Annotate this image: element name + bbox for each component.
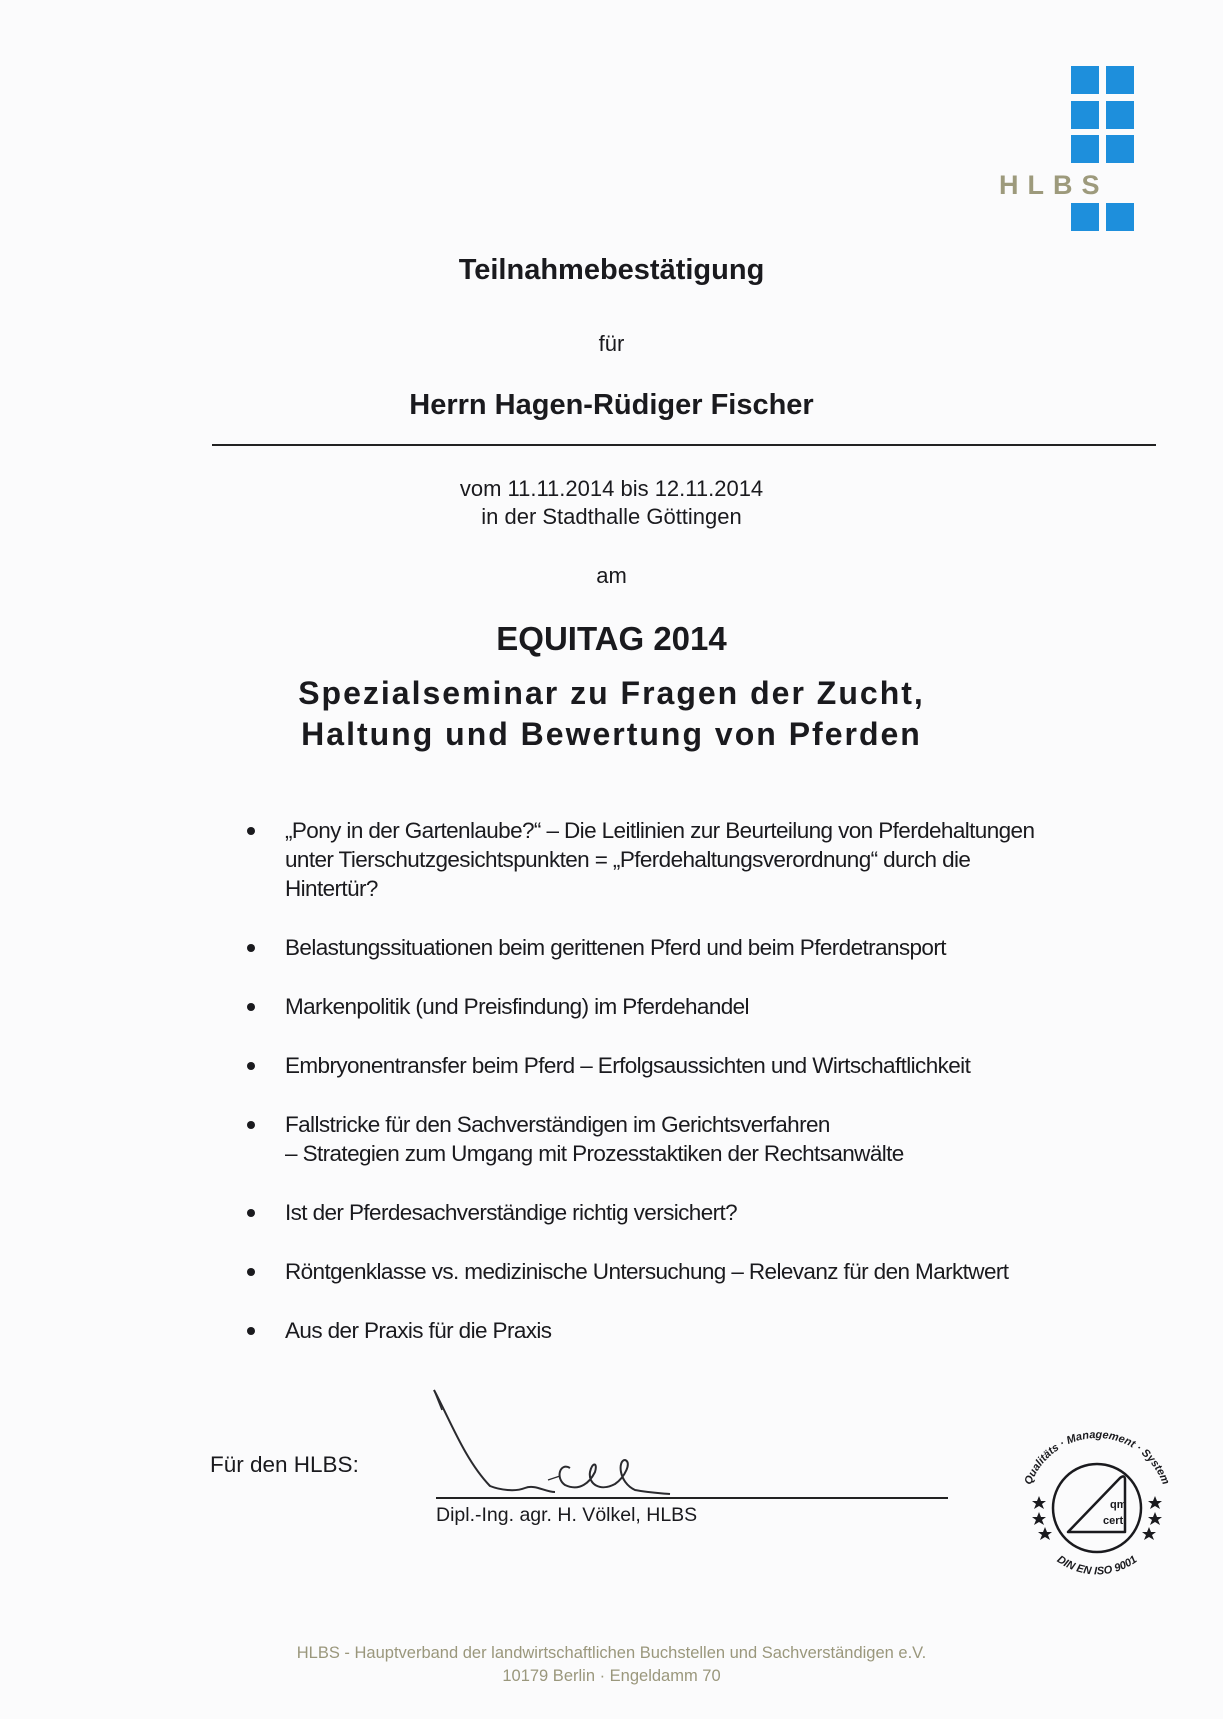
topic-text: Ist der Pferdesachverständige richtig versichert? [285, 1200, 738, 1225]
topic-list [244, 816, 1204, 1375]
handwritten-signature [420, 1380, 750, 1496]
svg-text:Qualitäts · Management · Syste [1022, 1429, 1171, 1487]
event-subtitle-line: Spezialseminar zu Fragen der Zucht, [298, 675, 925, 711]
bullet-icon [247, 827, 255, 835]
logo-square [1106, 101, 1134, 129]
logo-square [1106, 66, 1134, 94]
star-icon [1148, 1512, 1162, 1525]
topic-item [244, 1316, 1204, 1345]
topic-text: Markenpolitik (und Preisfindung) im Pferdehandel [285, 994, 749, 1019]
topic-text: Fallstricke für den Sachverständigen im Gerichtsverfahren – Strategien zum Umgang mit Prozesstaktiken der Rechtsanwälte [285, 1112, 904, 1166]
topic-text: Embryonentransfer beim Pferd – Erfolgsaussichten und Wirtschaftlichkeit [285, 1053, 971, 1078]
qm-cert-seal [1012, 1420, 1182, 1595]
footer-address: 10179 Berlin · Engeldamm 70 [502, 1667, 721, 1685]
seal-bottom-text: DIN EN ISO 9001 [1054, 1553, 1140, 1578]
bullet-icon [247, 1209, 255, 1217]
bullet-icon [247, 1268, 255, 1276]
event-subtitle-line: Haltung und Bewertung von Pferden [301, 716, 922, 752]
star-icon [1032, 1512, 1046, 1525]
seal-inner-line1: qm [1110, 1499, 1127, 1511]
bullet-icon [247, 1062, 255, 1070]
topic-text: Aus der Praxis für die Praxis [285, 1318, 552, 1343]
topic-text: Belastungssituationen beim gerittenen Pferd und beim Pferdetransport [285, 935, 946, 960]
logo-square [1071, 101, 1099, 129]
logo-text: HLBS [999, 170, 1109, 200]
hlbs-logo [1071, 66, 1137, 232]
star-icon [1032, 1496, 1046, 1509]
bullet-icon [247, 1003, 255, 1011]
event-subtitle [0, 673, 1223, 755]
date-range: vom 11.11.2014 bis 12.11.2014 [459, 476, 764, 501]
topic-item [244, 1257, 1204, 1286]
at-label: am [596, 563, 627, 588]
topic-item [244, 1110, 1204, 1168]
seal-top-text: Qualitäts · Management · System [1022, 1428, 1172, 1487]
topic-item [244, 816, 1204, 903]
topic-item [244, 992, 1204, 1021]
divider-line [212, 444, 1156, 446]
logo-square [1071, 203, 1099, 231]
star-icon [1142, 1527, 1156, 1540]
signature-line [436, 1497, 948, 1499]
topic-item [244, 1198, 1204, 1227]
topic-item [244, 1051, 1204, 1080]
svg-text:DIN EN ISO 9001 [1055, 1554, 1140, 1578]
certificate-title: Teilnahmebestätigung [458, 254, 765, 286]
logo-square [1106, 203, 1134, 231]
seal-graphic [1012, 1420, 1182, 1595]
logo-square [1106, 135, 1134, 163]
footer-organization: HLBS - Hauptverband der landwirtschaftlichen Buchstellen und Sachverständigen e.V. [296, 1644, 927, 1662]
bullet-icon [247, 944, 255, 952]
recipient-name: Herrn Hagen-Rüdiger Fischer [409, 389, 814, 421]
topic-text: Röntgenklasse vs. medizinische Untersuchung – Relevanz für den Marktwert [285, 1259, 1009, 1284]
logo-square [1071, 66, 1099, 94]
seal-inner-line2: cert [1103, 1515, 1124, 1527]
for-label: für [598, 331, 625, 356]
bullet-icon [247, 1121, 255, 1129]
bullet-icon [247, 1327, 255, 1335]
star-icon [1038, 1527, 1052, 1540]
star-icon [1148, 1496, 1162, 1509]
topic-text: „Pony in der Gartenlaube?“ – Die Leitlinien zur Beurteilung von Pferdehaltungen unter Tierschutzgesichtspunkten = „Pferdehaltungsverordnung“ durch die Hintertür? [285, 818, 1035, 901]
signer-name: Dipl.-Ing. agr. H. Völkel, HLBS [436, 1504, 698, 1526]
location: in der Stadthalle Göttingen [481, 504, 742, 529]
event-title: EQUITAG 2014 [496, 620, 727, 657]
signature-label: Für den HLBS: [210, 1452, 359, 1477]
topic-item [244, 933, 1204, 962]
logo-square [1071, 135, 1099, 163]
